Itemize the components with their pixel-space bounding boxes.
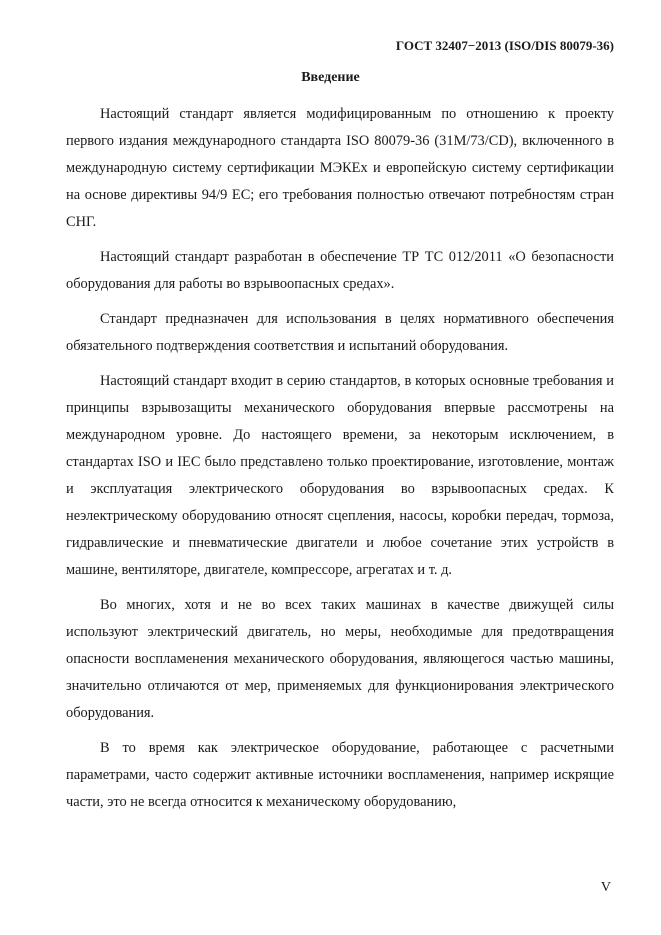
section-title: Введение xyxy=(301,70,360,85)
document-body xyxy=(66,101,614,824)
document-header: ГОСТ 32407−2013 (ISO/DIS 80079-36) xyxy=(395,38,614,53)
paragraph: Во многих, хотя и не во всех таких машинах в качестве движущей силы используют электрический двигатель, но меры, необходимые для предотвращения опасности воспламенения механического оборудования, являющегося частью машины, значительно отличаются от мер, применяемых для функционирования электрического оборудования. xyxy=(66,597,614,721)
page-number: V xyxy=(600,880,611,895)
paragraph: Настоящий стандарт является модифицированным по отношению к проекту первого издания международного стандарта ISO 80079-36 (31M/73/CD), включенного в международную систему сертификации МЭКЕх и европейскую систему сертификации на основе директивы 94/9 ЕС; его требования полностью отвечают потребностям стран СНГ. xyxy=(66,106,614,230)
paragraph: Стандарт предназначен для использования в целях нормативного обеспечения обязательного подтверждения соответствия и испытаний оборудования. xyxy=(66,311,614,354)
paragraph: Настоящий стандарт разработан в обеспечение ТР ТС 012/2011 «О безопасности оборудования для работы во взрывоопасных средах». xyxy=(66,249,614,292)
paragraph: В то время как электрическое оборудование, работающее с расчетными параметрами, часто содержит активные источники воспламенения, например искрящие части, это не всегда относится к механическому оборудованию, xyxy=(66,740,614,810)
paragraph: Настоящий стандарт входит в серию стандартов, в которых основные требования и принципы взрывозащиты механического оборудования впервые рассмотрены на международном уровне. До настоящего времени, за некоторым исключением, в стандартах ISO и IEC было представлено только проектирование, изготовление, монтаж и эксплуатация электрического оборудования во взрывоопасных средах. К неэлектрическому оборудованию относят сцепления, насосы, коробки передач, тормоза, гидравлические и пневматические двигатели и любое сочетание этих устройств в машине, вентиляторе, двигателе, компрессоре, агрегатах и т. д. xyxy=(66,373,614,578)
